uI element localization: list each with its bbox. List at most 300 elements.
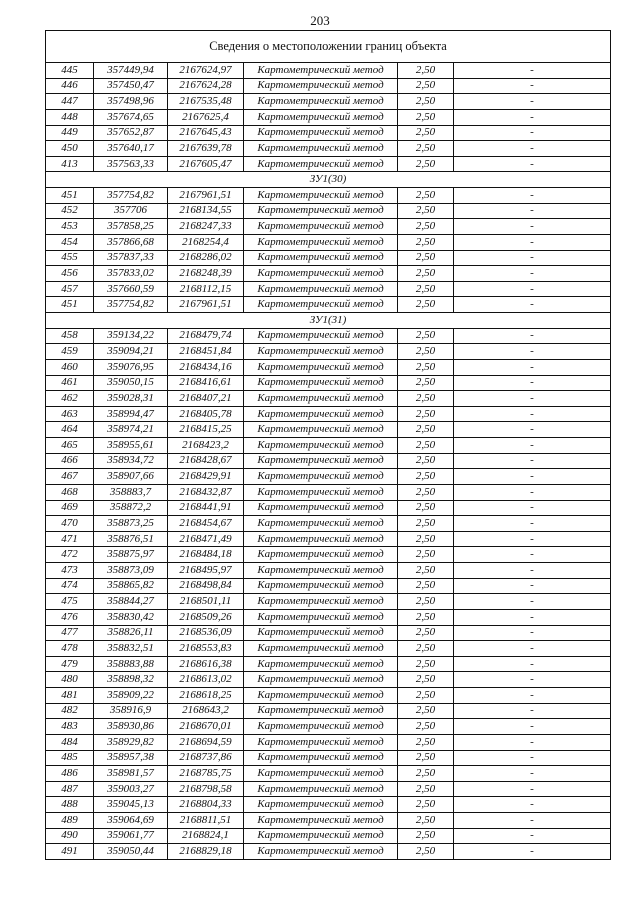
x-coordinate-cell: 357866,68: [94, 234, 168, 250]
table-row: [46, 750, 611, 766]
y-coordinate-cell: 2168112,15: [168, 281, 244, 297]
x-coordinate-cell: 358872,2: [94, 500, 168, 516]
table-row: [46, 719, 611, 735]
point-number-cell: 462: [46, 391, 94, 407]
y-coordinate-cell: 2168432,87: [168, 484, 244, 500]
accuracy-cell: 2,50: [398, 563, 454, 579]
method-cell: Картометрический метод: [244, 359, 398, 375]
point-number-cell: 485: [46, 750, 94, 766]
y-coordinate-cell: 2167645,43: [168, 125, 244, 141]
point-number-cell: 446: [46, 78, 94, 94]
x-coordinate-cell: 358974,21: [94, 422, 168, 438]
table-row: [46, 94, 611, 110]
x-coordinate-cell: 359028,31: [94, 391, 168, 407]
point-number-cell: 487: [46, 781, 94, 797]
description-cell: -: [454, 359, 611, 375]
method-cell: Картометрический метод: [244, 406, 398, 422]
description-cell: -: [454, 547, 611, 563]
description-cell: -: [454, 188, 611, 204]
method-cell: Картометрический метод: [244, 391, 398, 407]
accuracy-cell: 2,50: [398, 375, 454, 391]
description-cell: -: [454, 516, 611, 532]
x-coordinate-cell: 359094,21: [94, 344, 168, 360]
y-coordinate-cell: 2168501,11: [168, 594, 244, 610]
x-coordinate-cell: 358883,88: [94, 656, 168, 672]
point-number-cell: 452: [46, 203, 94, 219]
accuracy-cell: 2,50: [398, 797, 454, 813]
method-cell: Картометрический метод: [244, 500, 398, 516]
method-cell: Картометрический метод: [244, 188, 398, 204]
method-cell: Картометрический метод: [244, 219, 398, 235]
table-row: [46, 656, 611, 672]
point-number-cell: 445: [46, 63, 94, 79]
accuracy-cell: 2,50: [398, 344, 454, 360]
point-number-cell: 483: [46, 719, 94, 735]
point-number-cell: 450: [46, 141, 94, 157]
y-coordinate-cell: 2167639,78: [168, 141, 244, 157]
accuracy-cell: 2,50: [398, 500, 454, 516]
table-row: [46, 359, 611, 375]
description-cell: -: [454, 94, 611, 110]
description-cell: -: [454, 656, 611, 672]
x-coordinate-cell: 357640,17: [94, 141, 168, 157]
table-title-row: [46, 31, 611, 63]
description-cell: -: [454, 563, 611, 579]
method-cell: Картометрический метод: [244, 297, 398, 313]
accuracy-cell: 2,50: [398, 328, 454, 344]
description-cell: -: [454, 406, 611, 422]
y-coordinate-cell: 2167624,97: [168, 63, 244, 79]
table-row: [46, 797, 611, 813]
description-cell: -: [454, 391, 611, 407]
accuracy-cell: 2,50: [398, 625, 454, 641]
point-number-cell: 489: [46, 813, 94, 829]
description-cell: -: [454, 344, 611, 360]
description-cell: -: [454, 484, 611, 500]
y-coordinate-cell: 2168670,01: [168, 719, 244, 735]
method-cell: Картометрический метод: [244, 750, 398, 766]
point-number-cell: 476: [46, 609, 94, 625]
y-coordinate-cell: 2168434,16: [168, 359, 244, 375]
accuracy-cell: 2,50: [398, 828, 454, 844]
point-number-cell: 474: [46, 578, 94, 594]
method-cell: Картометрический метод: [244, 78, 398, 94]
accuracy-cell: 2,50: [398, 438, 454, 454]
description-cell: -: [454, 672, 611, 688]
method-cell: Картометрический метод: [244, 719, 398, 735]
description-cell: -: [454, 203, 611, 219]
point-number-cell: 458: [46, 328, 94, 344]
x-coordinate-cell: 358930,86: [94, 719, 168, 735]
accuracy-cell: 2,50: [398, 484, 454, 500]
y-coordinate-cell: 2168798,58: [168, 781, 244, 797]
accuracy-cell: 2,50: [398, 359, 454, 375]
point-number-cell: 456: [46, 266, 94, 282]
y-coordinate-cell: 2168441,91: [168, 500, 244, 516]
description-cell: -: [454, 375, 611, 391]
description-cell: -: [454, 641, 611, 657]
x-coordinate-cell: 358873,09: [94, 563, 168, 579]
point-number-cell: 464: [46, 422, 94, 438]
x-coordinate-cell: 357674,65: [94, 109, 168, 125]
table-row: [46, 688, 611, 704]
section-header-row: [46, 172, 611, 188]
x-coordinate-cell: 357652,87: [94, 125, 168, 141]
x-coordinate-cell: 358907,66: [94, 469, 168, 485]
point-number-cell: 447: [46, 94, 94, 110]
y-coordinate-cell: 2168134,55: [168, 203, 244, 219]
description-cell: -: [454, 281, 611, 297]
x-coordinate-cell: 357754,82: [94, 188, 168, 204]
table-row: [46, 406, 611, 422]
table-row: [46, 500, 611, 516]
x-coordinate-cell: 357449,94: [94, 63, 168, 79]
accuracy-cell: 2,50: [398, 703, 454, 719]
accuracy-cell: 2,50: [398, 109, 454, 125]
description-cell: -: [454, 63, 611, 79]
method-cell: Картометрический метод: [244, 109, 398, 125]
table-row: [46, 672, 611, 688]
y-coordinate-cell: 2168785,75: [168, 766, 244, 782]
x-coordinate-cell: 358865,82: [94, 578, 168, 594]
point-number-cell: 453: [46, 219, 94, 235]
y-coordinate-cell: 2167961,51: [168, 297, 244, 313]
x-coordinate-cell: 357498,96: [94, 94, 168, 110]
y-coordinate-cell: 2168454,67: [168, 516, 244, 532]
description-cell: -: [454, 750, 611, 766]
method-cell: Картометрический метод: [244, 703, 398, 719]
accuracy-cell: 2,50: [398, 531, 454, 547]
point-number-cell: 486: [46, 766, 94, 782]
point-number-cell: 459: [46, 344, 94, 360]
x-coordinate-cell: 359003,27: [94, 781, 168, 797]
accuracy-cell: 2,50: [398, 266, 454, 282]
x-coordinate-cell: 357450,47: [94, 78, 168, 94]
point-number-cell: 470: [46, 516, 94, 532]
point-number-cell: 478: [46, 641, 94, 657]
x-coordinate-cell: 359045,13: [94, 797, 168, 813]
x-coordinate-cell: 357563,33: [94, 156, 168, 172]
point-number-cell: 477: [46, 625, 94, 641]
y-coordinate-cell: 2167625,4: [168, 109, 244, 125]
y-coordinate-cell: 2168643,2: [168, 703, 244, 719]
x-coordinate-cell: 359076,95: [94, 359, 168, 375]
section-label: ЗУ1(31): [46, 313, 611, 329]
description-cell: -: [454, 594, 611, 610]
table-row: [46, 484, 611, 500]
y-coordinate-cell: 2168824,1: [168, 828, 244, 844]
accuracy-cell: 2,50: [398, 297, 454, 313]
y-coordinate-cell: 2168286,02: [168, 250, 244, 266]
accuracy-cell: 2,50: [398, 125, 454, 141]
y-coordinate-cell: 2168247,33: [168, 219, 244, 235]
y-coordinate-cell: 2168407,21: [168, 391, 244, 407]
method-cell: Картометрический метод: [244, 563, 398, 579]
x-coordinate-cell: 358873,25: [94, 516, 168, 532]
table-row: [46, 828, 611, 844]
method-cell: Картометрический метод: [244, 63, 398, 79]
method-cell: Картометрический метод: [244, 578, 398, 594]
table-row: [46, 516, 611, 532]
table-body: [46, 63, 611, 860]
x-coordinate-cell: 358883,7: [94, 484, 168, 500]
description-cell: -: [454, 688, 611, 704]
x-coordinate-cell: 359050,15: [94, 375, 168, 391]
accuracy-cell: 2,50: [398, 609, 454, 625]
point-number-cell: 451: [46, 188, 94, 204]
method-cell: Картометрический метод: [244, 516, 398, 532]
point-number-cell: 471: [46, 531, 94, 547]
point-number-cell: 454: [46, 234, 94, 250]
table-row: [46, 781, 611, 797]
x-coordinate-cell: 358957,38: [94, 750, 168, 766]
accuracy-cell: 2,50: [398, 750, 454, 766]
y-coordinate-cell: 2168254,4: [168, 234, 244, 250]
point-number-cell: 475: [46, 594, 94, 610]
accuracy-cell: 2,50: [398, 656, 454, 672]
method-cell: Картометрический метод: [244, 266, 398, 282]
x-coordinate-cell: 357754,82: [94, 297, 168, 313]
point-number-cell: 481: [46, 688, 94, 704]
accuracy-cell: 2,50: [398, 422, 454, 438]
y-coordinate-cell: 2168495,97: [168, 563, 244, 579]
y-coordinate-cell: 2167535,48: [168, 94, 244, 110]
description-cell: -: [454, 219, 611, 235]
method-cell: Картометрический метод: [244, 469, 398, 485]
y-coordinate-cell: 2168415,25: [168, 422, 244, 438]
y-coordinate-cell: 2168509,26: [168, 609, 244, 625]
description-cell: -: [454, 734, 611, 750]
y-coordinate-cell: 2168428,67: [168, 453, 244, 469]
table-row: [46, 375, 611, 391]
x-coordinate-cell: 358826,11: [94, 625, 168, 641]
point-number-cell: 469: [46, 500, 94, 516]
y-coordinate-cell: 2168498,84: [168, 578, 244, 594]
description-cell: -: [454, 78, 611, 94]
accuracy-cell: 2,50: [398, 734, 454, 750]
y-coordinate-cell: 2168405,78: [168, 406, 244, 422]
method-cell: Картометрический метод: [244, 422, 398, 438]
y-coordinate-cell: 2168694,59: [168, 734, 244, 750]
table-row: [46, 453, 611, 469]
method-cell: Картометрический метод: [244, 281, 398, 297]
accuracy-cell: 2,50: [398, 141, 454, 157]
accuracy-cell: 2,50: [398, 781, 454, 797]
point-number-cell: 455: [46, 250, 94, 266]
table-row: [46, 594, 611, 610]
method-cell: Картометрический метод: [244, 438, 398, 454]
table-row: [46, 63, 611, 79]
accuracy-cell: 2,50: [398, 672, 454, 688]
x-coordinate-cell: 358876,51: [94, 531, 168, 547]
method-cell: Картометрический метод: [244, 594, 398, 610]
description-cell: -: [454, 781, 611, 797]
description-cell: -: [454, 609, 611, 625]
x-coordinate-cell: 359134,22: [94, 328, 168, 344]
method-cell: Картометрический метод: [244, 641, 398, 657]
description-cell: -: [454, 141, 611, 157]
section-label: ЗУ1(30): [46, 172, 611, 188]
table-row: [46, 844, 611, 860]
point-number-cell: 490: [46, 828, 94, 844]
description-cell: -: [454, 125, 611, 141]
method-cell: Картометрический метод: [244, 734, 398, 750]
x-coordinate-cell: 358916,9: [94, 703, 168, 719]
section-header-row: [46, 313, 611, 329]
table-title: Сведения о местоположении границ объекта: [46, 31, 611, 63]
x-coordinate-cell: 359050,44: [94, 844, 168, 860]
x-coordinate-cell: 357706: [94, 203, 168, 219]
accuracy-cell: 2,50: [398, 766, 454, 782]
accuracy-cell: 2,50: [398, 188, 454, 204]
method-cell: Картометрический метод: [244, 328, 398, 344]
description-cell: -: [454, 297, 611, 313]
table-row: [46, 391, 611, 407]
method-cell: Картометрический метод: [244, 453, 398, 469]
table-row: [46, 547, 611, 563]
table-row: [46, 234, 611, 250]
table-row: [46, 734, 611, 750]
table-row: [46, 469, 611, 485]
y-coordinate-cell: 2168429,91: [168, 469, 244, 485]
point-number-cell: 491: [46, 844, 94, 860]
method-cell: Картометрический метод: [244, 625, 398, 641]
table-row: [46, 266, 611, 282]
x-coordinate-cell: 358955,61: [94, 438, 168, 454]
method-cell: Картометрический метод: [244, 203, 398, 219]
x-coordinate-cell: 358929,82: [94, 734, 168, 750]
accuracy-cell: 2,50: [398, 63, 454, 79]
description-cell: -: [454, 422, 611, 438]
description-cell: -: [454, 328, 611, 344]
description-cell: -: [454, 797, 611, 813]
x-coordinate-cell: 357660,59: [94, 281, 168, 297]
table-row: [46, 641, 611, 657]
table-row: [46, 703, 611, 719]
y-coordinate-cell: 2167624,28: [168, 78, 244, 94]
y-coordinate-cell: 2168423,2: [168, 438, 244, 454]
method-cell: Картометрический метод: [244, 609, 398, 625]
accuracy-cell: 2,50: [398, 469, 454, 485]
y-coordinate-cell: 2168248,39: [168, 266, 244, 282]
method-cell: Картометрический метод: [244, 141, 398, 157]
table-row: [46, 78, 611, 94]
description-cell: -: [454, 813, 611, 829]
y-coordinate-cell: 2168416,61: [168, 375, 244, 391]
point-number-cell: 461: [46, 375, 94, 391]
point-number-cell: 451: [46, 297, 94, 313]
y-coordinate-cell: 2167961,51: [168, 188, 244, 204]
method-cell: Картометрический метод: [244, 344, 398, 360]
y-coordinate-cell: 2168451,84: [168, 344, 244, 360]
x-coordinate-cell: 358832,51: [94, 641, 168, 657]
method-cell: Картометрический метод: [244, 250, 398, 266]
table-row: [46, 188, 611, 204]
description-cell: -: [454, 578, 611, 594]
y-coordinate-cell: 2168616,38: [168, 656, 244, 672]
x-coordinate-cell: 358875,97: [94, 547, 168, 563]
method-cell: Картометрический метод: [244, 531, 398, 547]
x-coordinate-cell: 358830,42: [94, 609, 168, 625]
table-row: [46, 297, 611, 313]
point-number-cell: 479: [46, 656, 94, 672]
method-cell: Картометрический метод: [244, 94, 398, 110]
x-coordinate-cell: 357833,02: [94, 266, 168, 282]
x-coordinate-cell: 358981,57: [94, 766, 168, 782]
y-coordinate-cell: 2168829,18: [168, 844, 244, 860]
y-coordinate-cell: 2168536,09: [168, 625, 244, 641]
method-cell: Картометрический метод: [244, 156, 398, 172]
y-coordinate-cell: 2168484,18: [168, 547, 244, 563]
description-cell: -: [454, 500, 611, 516]
point-number-cell: 460: [46, 359, 94, 375]
description-cell: -: [454, 766, 611, 782]
accuracy-cell: 2,50: [398, 156, 454, 172]
description-cell: -: [454, 109, 611, 125]
description-cell: -: [454, 453, 611, 469]
accuracy-cell: 2,50: [398, 594, 454, 610]
accuracy-cell: 2,50: [398, 281, 454, 297]
y-coordinate-cell: 2168471,49: [168, 531, 244, 547]
accuracy-cell: 2,50: [398, 844, 454, 860]
y-coordinate-cell: 2168618,25: [168, 688, 244, 704]
accuracy-cell: 2,50: [398, 78, 454, 94]
table-row: [46, 109, 611, 125]
method-cell: Картометрический метод: [244, 828, 398, 844]
y-coordinate-cell: 2168804,33: [168, 797, 244, 813]
description-cell: -: [454, 828, 611, 844]
point-number-cell: 482: [46, 703, 94, 719]
point-number-cell: 465: [46, 438, 94, 454]
description-cell: -: [454, 703, 611, 719]
table-row: [46, 438, 611, 454]
accuracy-cell: 2,50: [398, 516, 454, 532]
page-number: 203: [310, 13, 330, 28]
table-row: [46, 609, 611, 625]
method-cell: Картометрический метод: [244, 797, 398, 813]
method-cell: Картометрический метод: [244, 484, 398, 500]
method-cell: Картометрический метод: [244, 547, 398, 563]
x-coordinate-cell: 359064,69: [94, 813, 168, 829]
table-row: [46, 250, 611, 266]
accuracy-cell: 2,50: [398, 250, 454, 266]
y-coordinate-cell: 2168553,83: [168, 641, 244, 657]
table-row: [46, 156, 611, 172]
table-row: [46, 531, 611, 547]
method-cell: Картометрический метод: [244, 672, 398, 688]
table-row: [46, 203, 611, 219]
description-cell: -: [454, 719, 611, 735]
accuracy-cell: 2,50: [398, 203, 454, 219]
description-cell: -: [454, 844, 611, 860]
accuracy-cell: 2,50: [398, 234, 454, 250]
accuracy-cell: 2,50: [398, 578, 454, 594]
point-number-cell: 449: [46, 125, 94, 141]
x-coordinate-cell: 358934,72: [94, 453, 168, 469]
description-cell: -: [454, 469, 611, 485]
description-cell: -: [454, 234, 611, 250]
description-cell: -: [454, 156, 611, 172]
method-cell: Картометрический метод: [244, 844, 398, 860]
x-coordinate-cell: 358909,22: [94, 688, 168, 704]
y-coordinate-cell: 2168613,02: [168, 672, 244, 688]
y-coordinate-cell: 2167605,47: [168, 156, 244, 172]
table-row: [46, 328, 611, 344]
accuracy-cell: 2,50: [398, 547, 454, 563]
accuracy-cell: 2,50: [398, 391, 454, 407]
x-coordinate-cell: 357858,25: [94, 219, 168, 235]
point-number-cell: 413: [46, 156, 94, 172]
